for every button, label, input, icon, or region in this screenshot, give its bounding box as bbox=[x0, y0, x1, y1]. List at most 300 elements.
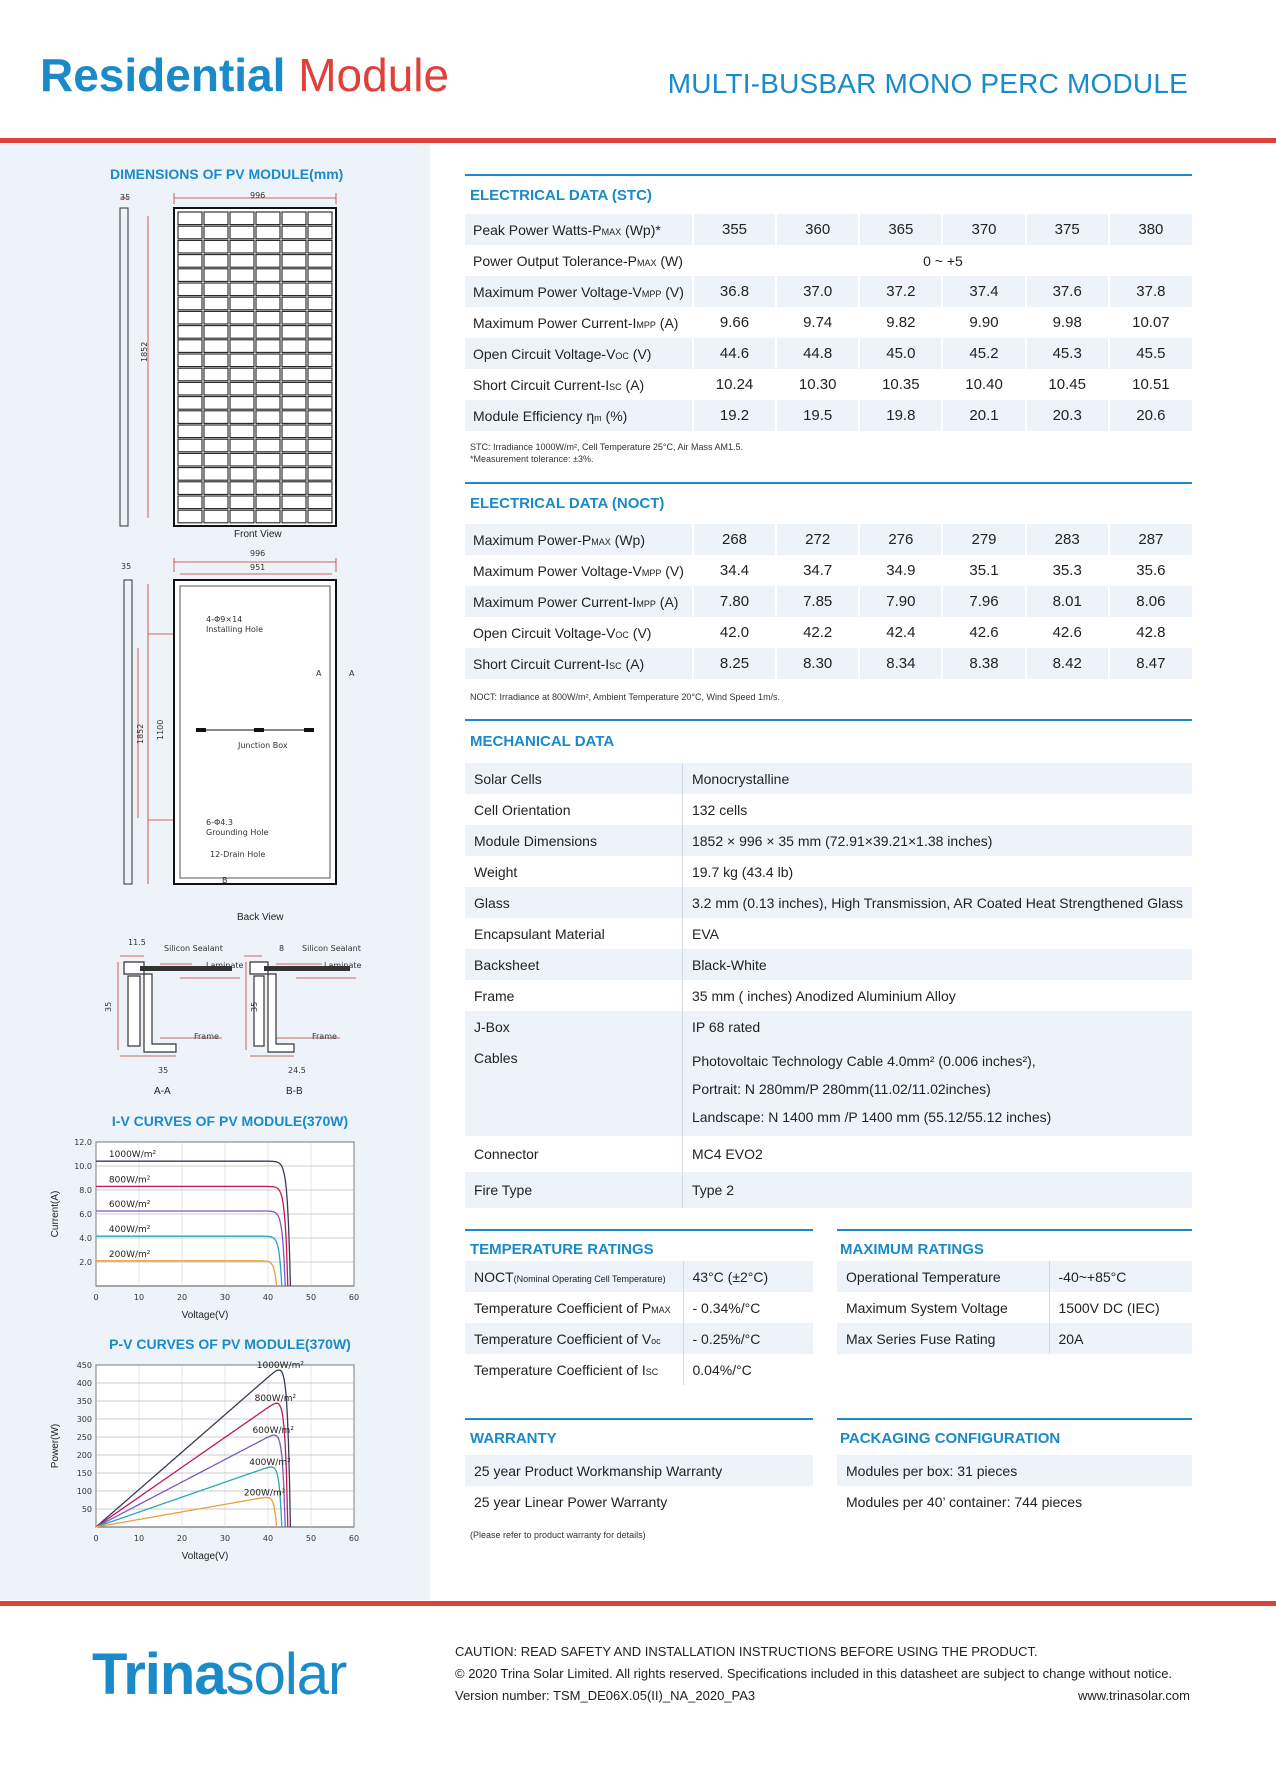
connector-label: Connector bbox=[465, 1136, 682, 1172]
maximum-value: 1500V DC (IEC) bbox=[1049, 1292, 1192, 1323]
pv-cell bbox=[256, 326, 280, 339]
pv-cell bbox=[204, 382, 228, 395]
mechanical-value: 1852 × 996 × 35 mm (72.91×39.21×1.38 inches) bbox=[682, 825, 1192, 856]
temperature-value: 43°C (±2°C) bbox=[683, 1261, 813, 1292]
iv-chart-title: I-V CURVES OF PV MODULE(370W) bbox=[111, 1113, 349, 1129]
mechanical-row bbox=[465, 856, 1192, 887]
noct-row bbox=[465, 555, 1192, 586]
cables-line-2: Portrait: N 280mm/P 280mm(11.02/11.02inches) bbox=[691, 1081, 991, 1097]
pv-cell bbox=[282, 397, 306, 410]
mechanical-label: Encapsulant Material bbox=[465, 918, 682, 949]
label-text: Maximum Power-P bbox=[473, 531, 592, 548]
installing-hole-label: Installing Hole bbox=[206, 625, 264, 634]
y-tick-label: 300 bbox=[76, 1415, 92, 1424]
pv-cell bbox=[282, 340, 306, 353]
pv-cell bbox=[308, 453, 332, 466]
pv-cell bbox=[204, 439, 228, 452]
x-tick-label: 10 bbox=[133, 1534, 145, 1543]
y-tick-label: 12.0 bbox=[74, 1138, 92, 1147]
pv-cell bbox=[230, 311, 254, 324]
pv-cell bbox=[308, 326, 332, 339]
packaging-item: Modules per 40’ container: 744 pieces bbox=[837, 1486, 1192, 1517]
x-tick-label: 30 bbox=[219, 1293, 231, 1302]
stc-value-cell: 10.51 bbox=[1109, 369, 1192, 400]
label-unit: (V) bbox=[628, 345, 652, 362]
mechanical-row-connector bbox=[465, 1136, 1192, 1172]
pv-cell bbox=[204, 240, 228, 253]
pv-cell bbox=[282, 496, 306, 509]
pv-cell bbox=[230, 269, 254, 282]
packaging-row bbox=[837, 1455, 1192, 1486]
stc-rule bbox=[465, 174, 1192, 176]
label-subscript: m bbox=[594, 412, 602, 423]
y-tick-label: 250 bbox=[76, 1433, 92, 1442]
mechanical-row bbox=[465, 980, 1192, 1011]
noct-value-cell: 42.6 bbox=[942, 617, 1025, 648]
mechanical-label: Backsheet bbox=[465, 949, 682, 980]
label-unit: (W) bbox=[656, 252, 683, 269]
pv-cell bbox=[230, 397, 254, 410]
temperature-row bbox=[465, 1261, 813, 1292]
noct-row-label bbox=[465, 586, 693, 617]
stc-value-cell: 365 bbox=[859, 214, 942, 245]
label-text: Temperature Coefficient of P bbox=[474, 1299, 652, 1316]
label-text: Peak Power Watts-P bbox=[473, 221, 602, 238]
label-unit: (A) bbox=[621, 655, 645, 672]
junction-box-label: Junction Box bbox=[238, 741, 288, 750]
stc-value-cell: 37.6 bbox=[1026, 276, 1109, 307]
label-subscript: SC bbox=[645, 1366, 659, 1377]
section-bb-laminate: Laminate bbox=[324, 961, 362, 970]
stc-row bbox=[465, 214, 1192, 245]
noct-value-cell: 34.4 bbox=[693, 555, 776, 586]
stc-value-cell: 10.40 bbox=[942, 369, 1025, 400]
temperature-value: - 0.34%/°C bbox=[683, 1292, 813, 1323]
noct-value-cell: 272 bbox=[776, 524, 859, 555]
section-bb-height: 35 bbox=[250, 1001, 259, 1012]
stc-value-cell: 19.2 bbox=[693, 400, 776, 431]
mechanical-value: EVA bbox=[682, 918, 1192, 949]
x-axis-label: Voltage(V) bbox=[181, 1310, 229, 1321]
label-text: Temperature Coefficient of V bbox=[474, 1330, 652, 1347]
iv-chart bbox=[40, 1132, 400, 1332]
x-tick-label: 20 bbox=[176, 1534, 188, 1543]
dimensions-title: DIMENSIONS OF PV MODULE(mm) bbox=[110, 166, 344, 182]
fire-type-label: Fire Type bbox=[465, 1172, 682, 1208]
mechanical-label: Weight bbox=[465, 856, 682, 887]
series-label: 800W/m² bbox=[254, 1394, 297, 1405]
warranty-table bbox=[465, 1455, 813, 1517]
pv-cell bbox=[308, 240, 332, 253]
pv-cell bbox=[308, 255, 332, 268]
stc-value-cell: 45.2 bbox=[942, 338, 1025, 369]
temperature-label bbox=[465, 1323, 683, 1354]
pv-cell bbox=[178, 269, 202, 282]
cables-line-1: Photovoltaic Technology Cable 4.0mm² (0.006 inches²), bbox=[691, 1053, 1036, 1069]
footer-red-bar bbox=[0, 1601, 1276, 1606]
warranty-item: 25 year Product Workmanship Warranty bbox=[465, 1455, 813, 1486]
front-width-label: 996 bbox=[250, 191, 266, 200]
warranty-rule bbox=[465, 1418, 813, 1420]
mechanical-title: MECHANICAL DATA bbox=[470, 733, 615, 750]
y-tick-label: 100 bbox=[76, 1487, 92, 1496]
pv-cell bbox=[204, 297, 228, 310]
noct-row-label bbox=[465, 555, 693, 586]
pv-chart-title: P-V CURVES OF PV MODULE(370W) bbox=[109, 1336, 351, 1352]
pv-cell bbox=[178, 453, 202, 466]
title-word-residential: Residential bbox=[40, 49, 286, 101]
stc-row bbox=[465, 369, 1192, 400]
pv-cell bbox=[256, 340, 280, 353]
mechanical-label: Glass bbox=[465, 887, 682, 918]
mechanical-value: IP 68 rated bbox=[682, 1011, 1192, 1042]
x-tick-label: 20 bbox=[176, 1293, 188, 1302]
stc-value-cell: 45.5 bbox=[1109, 338, 1192, 369]
stc-value-cell: 19.8 bbox=[859, 400, 942, 431]
stc-row bbox=[465, 338, 1192, 369]
section-bb-sealant: Silicon Sealant bbox=[302, 944, 361, 953]
noct-value-cell: 34.7 bbox=[776, 555, 859, 586]
back-view-drawing bbox=[110, 548, 370, 900]
noct-rule bbox=[465, 482, 1192, 484]
y-tick-label: 150 bbox=[76, 1469, 92, 1478]
stc-span-value: 0 ~ +5 bbox=[693, 245, 1192, 276]
label-unit: (%) bbox=[601, 407, 628, 424]
stc-value-cell: 9.66 bbox=[693, 307, 776, 338]
pv-cell bbox=[230, 482, 254, 495]
series-label: 1000W/m² bbox=[108, 1150, 157, 1161]
noct-value-cell: 268 bbox=[693, 524, 776, 555]
pv-cell bbox=[178, 240, 202, 253]
label-text: Temperature Coefficient of I bbox=[474, 1361, 646, 1378]
temperature-row bbox=[465, 1292, 813, 1323]
pv-cell bbox=[204, 311, 228, 324]
pv-cell bbox=[256, 354, 280, 367]
frame-cross-sections bbox=[100, 936, 360, 1066]
noct-value-cell: 42.8 bbox=[1109, 617, 1192, 648]
warranty-row bbox=[465, 1455, 813, 1486]
x-tick-label: 50 bbox=[305, 1534, 317, 1543]
noct-value-cell: 276 bbox=[859, 524, 942, 555]
pv-cell bbox=[230, 468, 254, 481]
label-text: Maximum Power Current-I bbox=[473, 593, 637, 610]
y-tick-label: 450 bbox=[76, 1361, 92, 1370]
maximum-title: MAXIMUM RATINGS bbox=[840, 1241, 984, 1258]
temperature-value: - 0.25%/°C bbox=[683, 1323, 813, 1354]
series-label: 600W/m² bbox=[252, 1426, 294, 1437]
pv-cell bbox=[308, 468, 332, 481]
series-label: 800W/m² bbox=[108, 1175, 151, 1186]
noct-value-cell: 7.85 bbox=[776, 586, 859, 617]
pv-cell bbox=[178, 411, 202, 424]
packaging-table bbox=[837, 1455, 1192, 1517]
title-word-module: Module bbox=[298, 49, 450, 101]
noct-value-cell: 7.96 bbox=[942, 586, 1025, 617]
pv-cell bbox=[308, 425, 332, 438]
noct-value-cell: 42.0 bbox=[693, 617, 776, 648]
section-aa-top-dim: 11.5 bbox=[128, 938, 146, 947]
pv-cell bbox=[230, 240, 254, 253]
stc-value-cell: 370 bbox=[942, 214, 1025, 245]
stc-row-label bbox=[465, 245, 693, 276]
pv-cell bbox=[230, 368, 254, 381]
label-text: Short Circuit Current-I bbox=[473, 655, 610, 672]
label-text: Module Efficiency η bbox=[473, 407, 595, 424]
noct-row-label bbox=[465, 524, 693, 555]
back-hole-span-label: 1100 bbox=[156, 719, 165, 740]
pv-cell bbox=[230, 411, 254, 424]
stc-value-cell: 20.3 bbox=[1026, 400, 1109, 431]
pv-cell bbox=[308, 283, 332, 296]
section-aa-bottom-dim: 35 bbox=[158, 1066, 169, 1075]
installing-hole-spec: 4-Φ9×14 bbox=[206, 615, 243, 624]
noct-table bbox=[465, 524, 1192, 679]
pv-cell bbox=[204, 425, 228, 438]
label-subscript: (Nominal Operating Cell Temperature) bbox=[513, 1273, 666, 1284]
stc-row bbox=[465, 400, 1192, 431]
stc-value-cell: 10.45 bbox=[1026, 369, 1109, 400]
pv-cell bbox=[230, 283, 254, 296]
grounding-hole-label: Grounding Hole bbox=[206, 828, 269, 837]
stc-title: ELECTRICAL DATA (STC) bbox=[470, 187, 652, 204]
pv-cell bbox=[178, 482, 202, 495]
stc-value-cell: 37.0 bbox=[776, 276, 859, 307]
pv-cell bbox=[308, 411, 332, 424]
pv-cell bbox=[204, 496, 228, 509]
pv-chart bbox=[40, 1355, 400, 1573]
maximum-value: -40~+85°C bbox=[1049, 1261, 1192, 1292]
pv-cell bbox=[204, 255, 228, 268]
temperature-rule bbox=[465, 1229, 813, 1231]
stc-value-cell: 44.8 bbox=[776, 338, 859, 369]
x-tick-label: 10 bbox=[133, 1293, 145, 1302]
footer-website[interactable]: www.trinasolar.com bbox=[1078, 1688, 1190, 1703]
noct-value-cell: 35.3 bbox=[1026, 555, 1109, 586]
noct-value-cell: 8.42 bbox=[1026, 648, 1109, 679]
maximum-row bbox=[837, 1292, 1192, 1323]
mechanical-row-cables bbox=[465, 1042, 1192, 1136]
section-aa-height: 35 bbox=[104, 1001, 113, 1012]
stc-row-label bbox=[465, 338, 693, 369]
maximum-value: 20A bbox=[1049, 1323, 1192, 1354]
y-axis-label: Current(A) bbox=[50, 1190, 61, 1238]
maximum-label: Operational Temperature bbox=[837, 1261, 1049, 1292]
pv-cell bbox=[204, 482, 228, 495]
pv-cell bbox=[256, 311, 280, 324]
pv-cell bbox=[282, 269, 306, 282]
pv-cell bbox=[230, 297, 254, 310]
noct-row bbox=[465, 617, 1192, 648]
y-tick-label: 350 bbox=[76, 1397, 92, 1406]
section-a-marker: A bbox=[316, 669, 322, 678]
cables-value bbox=[682, 1042, 1192, 1136]
page-title bbox=[40, 49, 450, 101]
section-bb-frame: Frame bbox=[312, 1032, 337, 1041]
pv-cell bbox=[256, 226, 280, 239]
stc-note-2: *Measurement tolerance: ±3%. bbox=[470, 454, 594, 464]
noct-value-cell: 8.34 bbox=[859, 648, 942, 679]
temperature-row bbox=[465, 1354, 813, 1385]
stc-value-cell: 9.98 bbox=[1026, 307, 1109, 338]
mechanical-row bbox=[465, 887, 1192, 918]
stc-value-cell: 20.6 bbox=[1109, 400, 1192, 431]
pv-cell bbox=[230, 255, 254, 268]
pv-cell bbox=[308, 297, 332, 310]
logo-trina: Trina bbox=[92, 1642, 226, 1707]
pv-cell bbox=[308, 354, 332, 367]
footer-version: Version number: TSM_DE06X.05(II)_NA_2020_PA3 bbox=[455, 1688, 756, 1703]
pv-cell bbox=[178, 425, 202, 438]
mechanical-row bbox=[465, 763, 1192, 794]
pv-cell bbox=[178, 326, 202, 339]
temperature-value: 0.04%/°C bbox=[683, 1354, 813, 1385]
noct-row-label bbox=[465, 617, 693, 648]
stc-value-cell: 360 bbox=[776, 214, 859, 245]
section-bb-bottom-dim: 24.5 bbox=[288, 1066, 306, 1075]
cables-line-3: Landscape: N 1400 mm /P 1400 mm (55.12/55.12 inches) bbox=[691, 1109, 1052, 1125]
pv-cell bbox=[282, 510, 306, 523]
trinasolar-logo bbox=[92, 1642, 347, 1707]
pv-cell bbox=[204, 326, 228, 339]
noct-value-cell: 279 bbox=[942, 524, 1025, 555]
label-unit: (V) bbox=[661, 283, 684, 300]
series-label: 200W/m² bbox=[243, 1488, 286, 1499]
pv-cell bbox=[282, 326, 306, 339]
temperature-row bbox=[465, 1323, 813, 1354]
series-label: 400W/m² bbox=[249, 1457, 291, 1468]
mechanical-row bbox=[465, 825, 1192, 856]
mechanical-row bbox=[465, 949, 1192, 980]
pv-cell bbox=[230, 340, 254, 353]
mechanical-value: 132 cells bbox=[682, 794, 1192, 825]
page-subtitle: MULTI-BUSBAR MONO PERC MODULE bbox=[667, 68, 1188, 99]
pv-cell bbox=[204, 340, 228, 353]
label-text: Maximum Power Current-I bbox=[473, 314, 637, 331]
pv-cell bbox=[230, 326, 254, 339]
noct-title: ELECTRICAL DATA (NOCT) bbox=[470, 495, 665, 512]
pv-cell bbox=[308, 340, 332, 353]
label-text: NOCT bbox=[474, 1268, 514, 1285]
label-unit: (A) bbox=[655, 314, 679, 331]
label-unit: (Wp) bbox=[610, 531, 645, 548]
cables-label: Cables bbox=[465, 1042, 682, 1136]
stc-row bbox=[465, 276, 1192, 307]
noct-value-cell: 35.1 bbox=[942, 555, 1025, 586]
temperature-title: TEMPERATURE RATINGS bbox=[470, 1241, 654, 1258]
back-depth-label: 35 bbox=[121, 562, 132, 571]
noct-value-cell: 8.01 bbox=[1026, 586, 1109, 617]
mechanical-value: Monocrystalline bbox=[682, 763, 1192, 794]
section-aa-sealant: Silicon Sealant bbox=[164, 944, 223, 953]
pv-cell bbox=[256, 255, 280, 268]
stc-row bbox=[465, 307, 1192, 338]
pv-cell bbox=[282, 283, 306, 296]
pv-cell bbox=[282, 425, 306, 438]
warranty-row bbox=[465, 1486, 813, 1517]
stc-value-cell: 45.0 bbox=[859, 338, 942, 369]
x-tick-label: 0 bbox=[93, 1293, 99, 1302]
x-tick-label: 0 bbox=[93, 1534, 99, 1543]
pv-cell bbox=[204, 453, 228, 466]
label-subscript: MPP bbox=[641, 288, 662, 299]
mechanical-label: Cell Orientation bbox=[465, 794, 682, 825]
pv-cell bbox=[282, 226, 306, 239]
section-bb-caption: B-B bbox=[286, 1086, 303, 1097]
series-label: 600W/m² bbox=[108, 1200, 151, 1210]
connector-value: MC4 EVO2 bbox=[682, 1136, 1192, 1172]
pv-cell bbox=[256, 468, 280, 481]
pv-cell bbox=[204, 368, 228, 381]
pv-cell bbox=[230, 226, 254, 239]
fire-type-value: Type 2 bbox=[682, 1172, 1192, 1208]
pv-cell bbox=[308, 212, 332, 225]
label-unit: (A) bbox=[621, 376, 645, 393]
stc-value-cell: 9.74 bbox=[776, 307, 859, 338]
stc-row-label bbox=[465, 276, 693, 307]
pv-cell bbox=[282, 212, 306, 225]
stc-value-cell: 44.6 bbox=[693, 338, 776, 369]
noct-value-cell: 287 bbox=[1109, 524, 1192, 555]
label-unit: (A) bbox=[655, 593, 679, 610]
stc-row bbox=[465, 245, 1192, 276]
x-axis-label: Voltage(V) bbox=[181, 1551, 229, 1562]
pv-cell bbox=[204, 510, 228, 523]
label-subscript: MPP bbox=[636, 598, 656, 609]
grounding-hole-spec: 6-Φ4.3 bbox=[206, 818, 233, 827]
label-subscript: MAX bbox=[636, 257, 657, 268]
pv-cell bbox=[282, 411, 306, 424]
pv-cell bbox=[256, 240, 280, 253]
warranty-note: (Please refer to product warranty for details) bbox=[470, 1530, 646, 1540]
pv-cell bbox=[230, 382, 254, 395]
label-text: Maximum Power Voltage-V bbox=[473, 283, 642, 300]
pv-cell bbox=[178, 368, 202, 381]
front-height-label: 1852 bbox=[140, 341, 149, 362]
pv-cell bbox=[178, 382, 202, 395]
logo-solar: solar bbox=[225, 1642, 347, 1707]
warranty-item: 25 year Linear Power Warranty bbox=[465, 1486, 813, 1517]
pv-cell bbox=[230, 453, 254, 466]
pv-cell bbox=[230, 354, 254, 367]
pv-cell bbox=[178, 468, 202, 481]
label-subscript: OC bbox=[615, 629, 629, 640]
mechanical-value: 35 mm ( inches) Anodized Aluminium Alloy bbox=[682, 980, 1192, 1011]
noct-value-cell: 34.9 bbox=[859, 555, 942, 586]
pv-cell bbox=[282, 354, 306, 367]
noct-value-cell: 8.47 bbox=[1109, 648, 1192, 679]
label-subscript: MAX bbox=[651, 1304, 671, 1315]
pv-cell bbox=[282, 311, 306, 324]
stc-note-1: STC: Irradiance 1000W/m², Cell Temperature 25°C, Air Mass AM1.5. bbox=[470, 442, 744, 452]
stc-value-cell: 9.82 bbox=[859, 307, 942, 338]
pv-cell bbox=[308, 482, 332, 495]
pv-cell bbox=[178, 283, 202, 296]
stc-value-cell: 37.4 bbox=[942, 276, 1025, 307]
y-tick-label: 2.0 bbox=[79, 1258, 92, 1267]
pv-cell bbox=[256, 397, 280, 410]
pv-cell bbox=[256, 510, 280, 523]
noct-value-cell: 8.06 bbox=[1109, 586, 1192, 617]
pv-cell bbox=[178, 439, 202, 452]
pv-cell bbox=[256, 453, 280, 466]
pv-cell bbox=[178, 354, 202, 367]
label-subscript: SC bbox=[609, 381, 622, 392]
stc-value-cell: 10.07 bbox=[1109, 307, 1192, 338]
front-view-caption: Front View bbox=[234, 529, 282, 540]
y-tick-label: 200 bbox=[76, 1451, 92, 1460]
label-subscript: MPP bbox=[636, 319, 656, 330]
packaging-rule bbox=[837, 1418, 1192, 1420]
